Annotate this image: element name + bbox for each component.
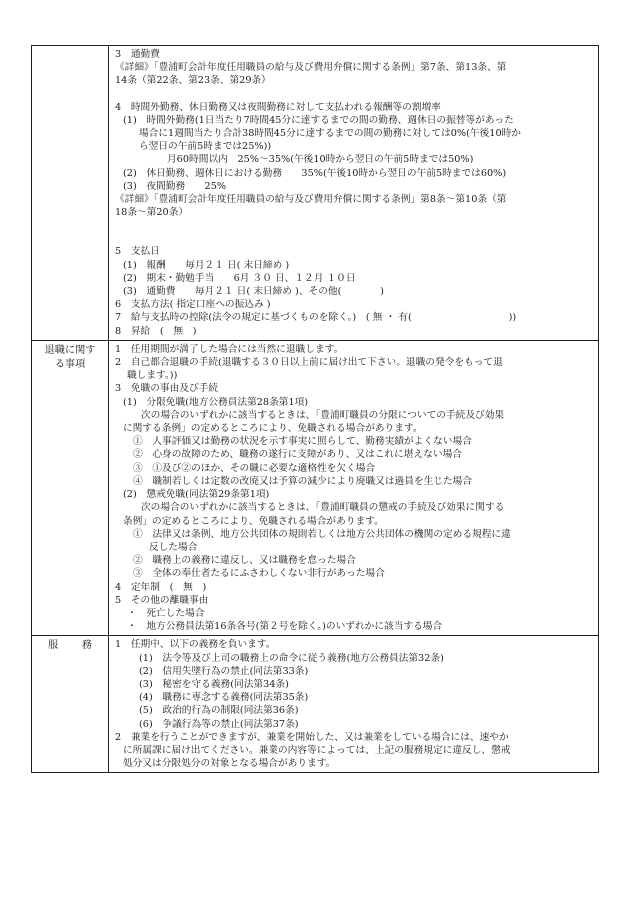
duties-lines xyxy=(115,638,595,770)
text-line: ① 人事評価又は勤務の状況を示す事実に照らして、勤務実績がよくない場合 xyxy=(133,436,472,448)
text-line: 8 昇給 ( 無 ) xyxy=(115,325,197,337)
duties-label-left: 服 xyxy=(48,640,59,652)
text-line: ① 法律又は条例、地方公共団体の規則若しくは地方公共団体の機関の定める規程に違 xyxy=(133,528,511,540)
text-line xyxy=(115,232,595,245)
retirement-label-line1: 退職に関す xyxy=(44,344,96,356)
row-pay-details xyxy=(32,46,599,341)
text-line: 月60時間以内 25%〜35%(午後10時から翌日の午前5時までは50%) xyxy=(167,154,474,166)
text-line: に関する条例」の定めるところにより、免職される場合があります。 xyxy=(123,423,423,435)
text-line: (3) 夜間勤務 25% xyxy=(123,180,227,192)
text-line: ・ 地方公務員法第16条各号(第２号を除く。)のいずれかに該当する場合 xyxy=(127,621,443,633)
text-line: 条例」の定めるところにより、免職される場合があります。 xyxy=(123,515,384,527)
document-page xyxy=(31,45,599,773)
text-line: 次の場合のいずれかに該当するときは、「豊浦町職員の懲戒の手続及び効果に関する xyxy=(141,502,505,514)
text-line: 処分又は分限処分の対象となる場合があります。 xyxy=(123,758,336,770)
text-line: に所属課に届け出てください。兼業の内容等によっては、上記の服務規定に違反し、懲戒 xyxy=(123,744,511,756)
text-line: (2) 期末・勤勉手当 6月 ３０ 日、１２月 １０日 xyxy=(123,272,356,284)
text-line: (1) 報酬 毎月２１ 日( 末日締め ) xyxy=(123,259,290,271)
row-duties xyxy=(32,636,599,773)
text-line: (1) 分限免職(地方公務員法第28条第1項) xyxy=(123,396,309,408)
pay-details-lines xyxy=(115,48,595,338)
retirement-label-line2: る事項 xyxy=(54,358,86,370)
text-line: 3 免職の事由及び手続 xyxy=(115,383,219,395)
text-line: 7 給与支払時の控除(法令の規定に基づくものを除く。) ( 無 ・ 有( )) xyxy=(115,312,517,324)
text-line: 4 時間外勤務、休日勤務又は夜間勤務に対して支払われる報酬等の割増率 xyxy=(115,101,441,113)
text-line: ④ 職制若しくは定数の改廃又は予算の減少により廃職又は過員を生じた場合 xyxy=(133,475,473,487)
text-line: 5 支払日 xyxy=(115,246,160,258)
text-line: 1 任用期間が満了した場合には当然に退職します。 xyxy=(115,343,344,355)
text-line: ② 職務上の義務に違反し、又は職務を怠った場合 xyxy=(133,555,356,567)
text-line: (6) 争議行為等の禁止(同法第37条) xyxy=(139,718,299,730)
retirement-label xyxy=(32,340,109,635)
text-line: 3 通勤費 xyxy=(115,49,160,60)
text-line: (2) 信用失墜行為の禁止(同法第33条) xyxy=(139,665,309,677)
text-line: (2) 休日勤務、週休日における勤務 35%(午後10時から翌日の午前5時までは60%) xyxy=(123,167,507,179)
retirement-cell xyxy=(109,340,599,635)
text-line: ・ 死亡した場合 xyxy=(127,607,205,619)
text-line: 18条〜第20条） xyxy=(115,207,189,219)
text-line xyxy=(115,219,595,232)
text-line: (3) 秘密を守る義務(同法第34条) xyxy=(139,678,289,690)
duties-label-wrap xyxy=(32,639,108,653)
duties-label-right: 務 xyxy=(81,640,92,652)
duties-label xyxy=(32,636,109,773)
text-line xyxy=(115,88,595,101)
text-line: 1 任期中、以下の義務を負います。 xyxy=(115,639,276,651)
text-line: 2 兼業を行うことができますが、兼業を開始した、又は兼業をしている場合には、速やか xyxy=(115,731,509,743)
text-line: (1) 時間外勤務(1日当たり7時間45分に達するまでの間の勤務、週休日の振替等があった xyxy=(123,114,514,126)
text-line: 2 自己都合退職の手続(退職する３０日以上前に届け出て下さい。退職の発令をもって退 xyxy=(115,357,503,369)
text-line: 反した場合 xyxy=(149,541,198,553)
retirement-lines xyxy=(115,343,595,633)
text-line: 場合に1週間当たり合計38時間45分に達するまでの間の勤務に対しては0%(午後10時か xyxy=(139,128,521,140)
text-line: 5 その他の離職事由 xyxy=(115,594,209,606)
row-label-empty xyxy=(32,46,109,341)
text-line: 14条（第22条、第23条、第29条） xyxy=(115,75,271,87)
text-line: (5) 政治的行為の制限(同法第36条) xyxy=(139,705,299,717)
pay-details-cell xyxy=(109,46,599,341)
text-line: ③ ①及び②のほか、その職に必要な適格性を欠く場合 xyxy=(133,462,376,474)
text-line: ② 心身の故障のため、職務の遂行に支障があり、又はこれに堪えない場合 xyxy=(133,449,462,461)
employment-terms-table xyxy=(31,45,599,773)
duties-cell xyxy=(109,636,599,773)
text-line: 《詳細》「豊浦町会計年度任用職員の給与及び費用弁償に関する条例」第7条、第13条、第 xyxy=(115,62,507,74)
text-line: (2) 懲戒免職(同法第29条第1項) xyxy=(123,489,270,501)
text-line: (1) 法令等及び上司の職務上の命令に従う義務(地方公務員法第32条) xyxy=(139,652,444,664)
text-line: 6 支払方法( 指定口座への振込み ) xyxy=(115,299,271,311)
text-line: 次の場合のいずれかに該当するときは、「豊浦町職員の分限についての手続及び効果 xyxy=(141,409,505,421)
text-line: 4 定年制 ( 無 ) xyxy=(115,581,207,593)
text-line: 《詳細》「豊浦町会計年度任用職員の給与及び費用弁償に関する条例」第8条〜第10条（第 xyxy=(115,194,507,206)
text-line: (3) 通勤費 毎月２１ 日( 末日締め )、その他( ) xyxy=(123,286,384,298)
text-line: ら翌日の午前5時までは25%)) xyxy=(139,141,272,153)
text-line: 職します。)) xyxy=(127,370,178,382)
text-line: ③ 全体の奉仕者たるにふさわしくない非行があった場合 xyxy=(133,568,385,580)
row-retirement xyxy=(32,340,599,635)
text-line: (4) 職務に専念する義務(同法第35条) xyxy=(139,692,309,704)
